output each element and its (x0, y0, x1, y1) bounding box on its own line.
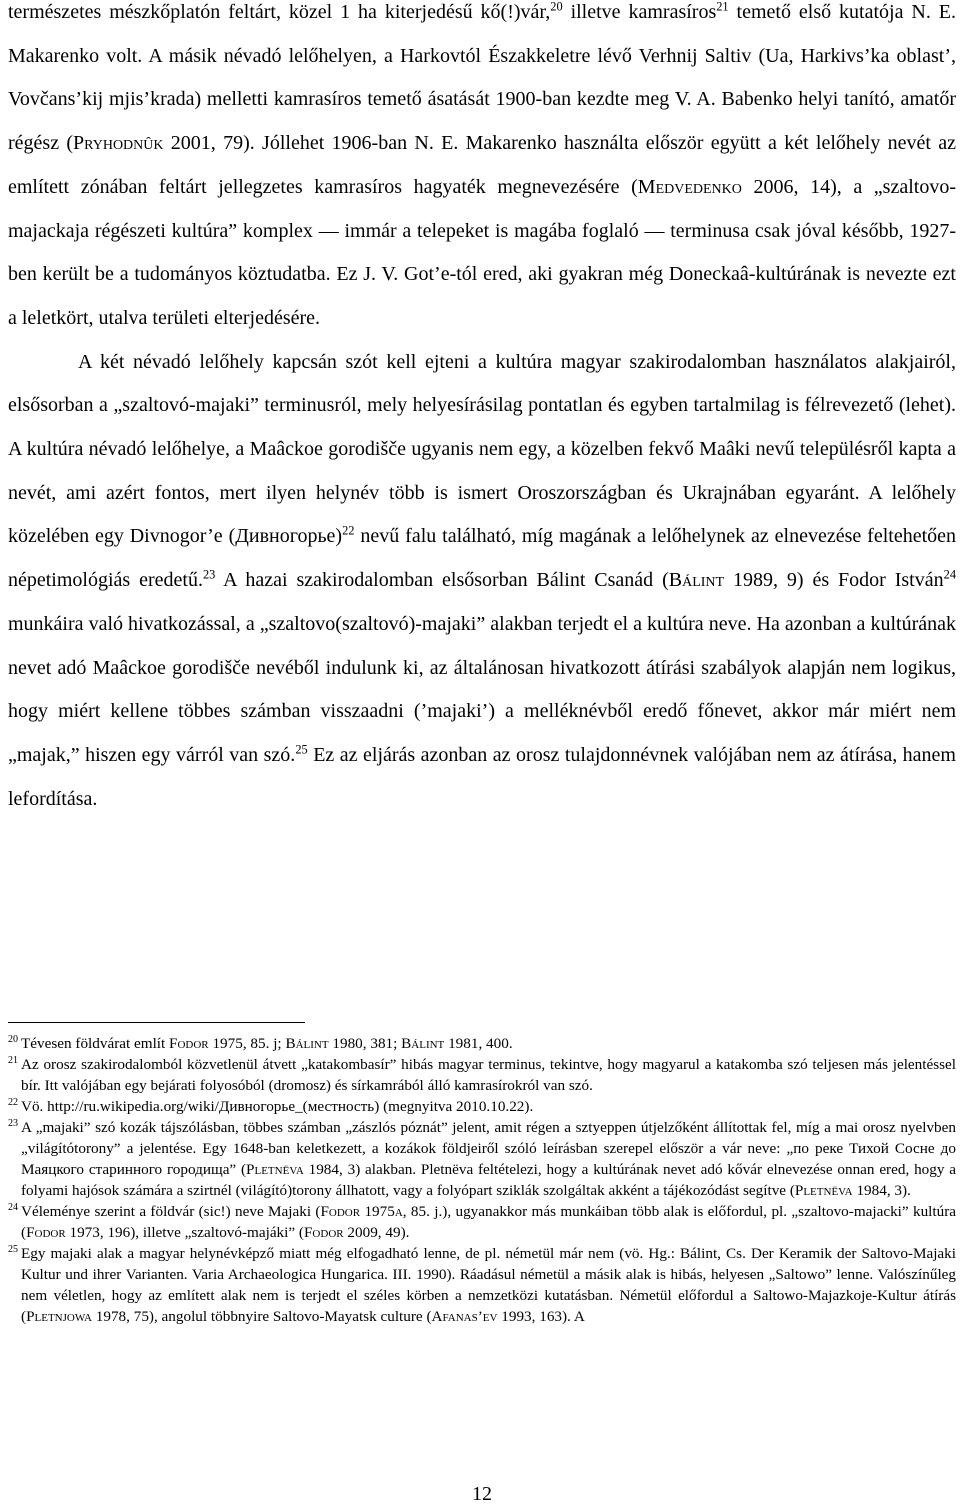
citation-author: Fodor (26, 1224, 66, 1241)
citation-author: Pletnëva (794, 1182, 853, 1199)
text-span: 1973, 196), illetve „szaltovó-majáki” ( (65, 1224, 304, 1241)
footnote-24 (8, 1201, 956, 1243)
text-span: 1980, 381; (328, 1035, 402, 1052)
main-text (8, 0, 956, 821)
footnote-23 (8, 1117, 956, 1201)
text-span: illetve kamrasíros (562, 1, 717, 23)
text-span: 2001, 79). Jóllehet 1906-ban N. E. Makarenko használta először együtt a két lelőhely nevét az említett zónában feltárt jellegzetes kamrasíros hagyaték megnevezésére ( (8, 132, 956, 198)
text-span: Tévesen földvárat említ (21, 1035, 170, 1052)
footnote-number: 24 (8, 1202, 18, 1213)
citation-author: Bálint (285, 1035, 329, 1052)
text-span: 1989, 9) és Fodor István (724, 569, 944, 592)
footnote-ref-23[interactable]: 23 (202, 567, 216, 582)
paragraph-2 (8, 341, 956, 822)
text-span: temető első kutatója N. E. Makarenko volt. A másik névadó lelőhelyen, a Harkovtól Északkeletre lévő Verhnij Saltiv (Ua, Harkivs’ka oblast’, Vovčans’kij mjis’krada) melletti kamrasíros temető ásatását 1900-ban kezdte meg V. A. Babenko helyi tanító, amatőr régész ( (8, 1, 956, 155)
footnote-number: 21 (8, 1055, 18, 1066)
text-span: munkáira való hivatkozással, a „szaltovo(szaltovó)-majaki” alakban terjedt el a kultúra neve. Ha azonban a kultúrának nevet adó Maâckoe gorodišče nevéből indulunk ki, az általánosan hivatkozott átírási szabályok alapján nem logikus, hogy miért kellene többes számban visszaadni (’majaki’) a melléknévből eredő főnevet, akkor már miért nem „majak,” hiszen egy várról van szó. (8, 612, 956, 766)
footnote-20 (8, 1033, 956, 1054)
footnote-25 (8, 1243, 956, 1327)
text-span: A „majaki” szó kozák tájszólásban, többes számban „zászlós póznát” jelent, amit régen a sztyeppen útjelzőként állítottak fel, míg a mai orosz nyelvben „világítótorony” a jelentése. Egy 1648-ban keletkezett, a kozákok földjeiről szóló leírásban szerepel először a vár neve: „по реке Тихой Сосне до Маяцкого старинного городища” ( (21, 1119, 956, 1178)
text-span: 1984, 3) alakban. Pletnëva feltételezi, hogy a kultúrának nevet adó kővár elnevezése onnan ered, hogy a folyami hajósok számára a szirtnél (világító)torony állhatott, vagy a folyópart sziklák szolgáltak akként a tájékozódást segítve ( (21, 1161, 956, 1199)
text-span: 2006, 14), a „szaltovo-majackaja régészeti kultúra” komplex — immár a telepeket is magába foglaló — terminusa csak jóval később, 1927-ben került be a tudományos köztudatba. Ez J. V. Got’e-tól ered, aki gyakran még Doneckaâ-kultúrának is nevezte ezt a leletkört, utalva területi elterjedésére. (8, 175, 956, 329)
citation-author: Pryhodnûk (73, 132, 164, 155)
text-span: 1975 (360, 1203, 395, 1220)
footnotes (8, 1033, 956, 1327)
footnote-number: 23 (8, 1118, 18, 1129)
text-span: 1978, 75), angolul többnyire Saltovo-Mayatsk culture ( (91, 1308, 432, 1325)
citation-author: Afanas’ev (431, 1308, 498, 1325)
footnote-ref-21[interactable]: 21 (716, 0, 729, 14)
text-span: Egy majaki alak a magyar helynévképző miatt még elfogadható lenne, de pl. németül már nem (vö. Hg.: Bálint, Cs. Der Keramik der Saltovo-Majaki Kultur und ihrer Varianten. Varia Archaeologica Hungarica. III. 1990). Ráadásul németül a másik alak is hibás, helyesen „Saltowo” lenne. Valószínűleg nem véletlen, hogy az említett alak nem is terjedt el széles körben a nemzetközi kutatásban. Németül előfordul a Saltowo-Majazkoje-Kultur átírás ( (21, 1245, 956, 1325)
text-span: 1984, 3). (852, 1182, 911, 1199)
page-number: 12 (472, 1483, 492, 1505)
text-span: 1981, 400. (444, 1035, 513, 1052)
text-span: nevű falu található, míg magának a lelőhelynek az elnevezése feltehetően népetimológiás eredetű. (8, 525, 957, 592)
citation-author: Medvedenko (637, 175, 742, 198)
footnote-21 (8, 1054, 956, 1096)
citation-author: Fodor (303, 1224, 344, 1241)
paragraph-1 (8, 0, 956, 341)
citation-author: Pletnjowa (26, 1308, 92, 1325)
footnote-ref-20[interactable]: 20 (550, 0, 563, 14)
text-span: 1975, 85. j; (208, 1035, 286, 1052)
footnote-ref-24[interactable]: 24 (943, 567, 957, 582)
footnote-number: 22 (8, 1097, 18, 1108)
text-span: , 85. j.), ugyanakkor más munkáiban több alak is előfordul, pl. „szaltovo-majacki” kultúra ( (21, 1203, 957, 1241)
footnote-22 (8, 1096, 956, 1117)
footnote-number: 25 (8, 1244, 18, 1255)
citation-author: Fodor (169, 1035, 209, 1052)
text-span: Véleménye szerint a földvár (sic!) neve Majaki ( (21, 1203, 321, 1220)
footnote-ref-22[interactable]: 22 (342, 523, 355, 538)
text-span: A hazai szakirodalomban elsősorban Bálint Csanád ( (215, 569, 669, 592)
document-page (8, 0, 956, 1510)
text-span: Ez az eljárás azonban az orosz tulajdonnévnek valójában nem az átírása, hanem lefordítása. (8, 743, 956, 810)
footnote-number: 20 (8, 1034, 18, 1045)
citation-author: Bálint (668, 569, 725, 592)
citation-author: Bálint (401, 1035, 445, 1052)
text-span: Az orosz szakirodalomból közvetlenül átvett „katakombasír” hibás magyar terminus, tekintve, hogy magyarul a katakomba szó teljesen más jelentéssel bír. Itt valójában egy bejárati folyosóból (dromosz) és sírkamrából álló kamrasírokról van szó. (21, 1056, 956, 1094)
footnote-ref-25[interactable]: 25 (295, 742, 308, 757)
citation-suffix: a (394, 1203, 403, 1220)
citation-author: Pletnëva (246, 1161, 304, 1178)
text-span: 2009, 49). (343, 1224, 410, 1241)
footnote-link[interactable]: Vö. http://ru.wikipedia.org/wiki/Дивногорье_(местность) (megnyitva 2010.10.22). (21, 1098, 534, 1115)
text-span: 1993, 163). A (497, 1308, 585, 1325)
citation-author: Fodor (320, 1203, 361, 1220)
text-span: természetes mészkőplatón feltárt, közel 1 ha kiterjedésű kő(!)vár, (8, 1, 551, 23)
text-span: A két névadó lelőhely kapcsán szót kell ejteni a kultúra magyar szakirodalomban használatos alakjairól, elsősorban a „szaltovó-majaki” terminusról, mely helyesírásilag pontatlan és egyben tartalmilag is félrevezető (lehet). A kultúra névadó lelőhelye, a Maâckoe gorodišče ugyanis nem egy, a közelben fekvő Maâki nevű településről kapta a nevét, ami azért fontos, mert ilyen helynév több is ismert Oroszországban és Ukrajnában egyaránt. A lelőhely közelében egy Divnogor’e (Дивногорье) (8, 350, 956, 548)
footnote-separator (8, 1022, 305, 1023)
